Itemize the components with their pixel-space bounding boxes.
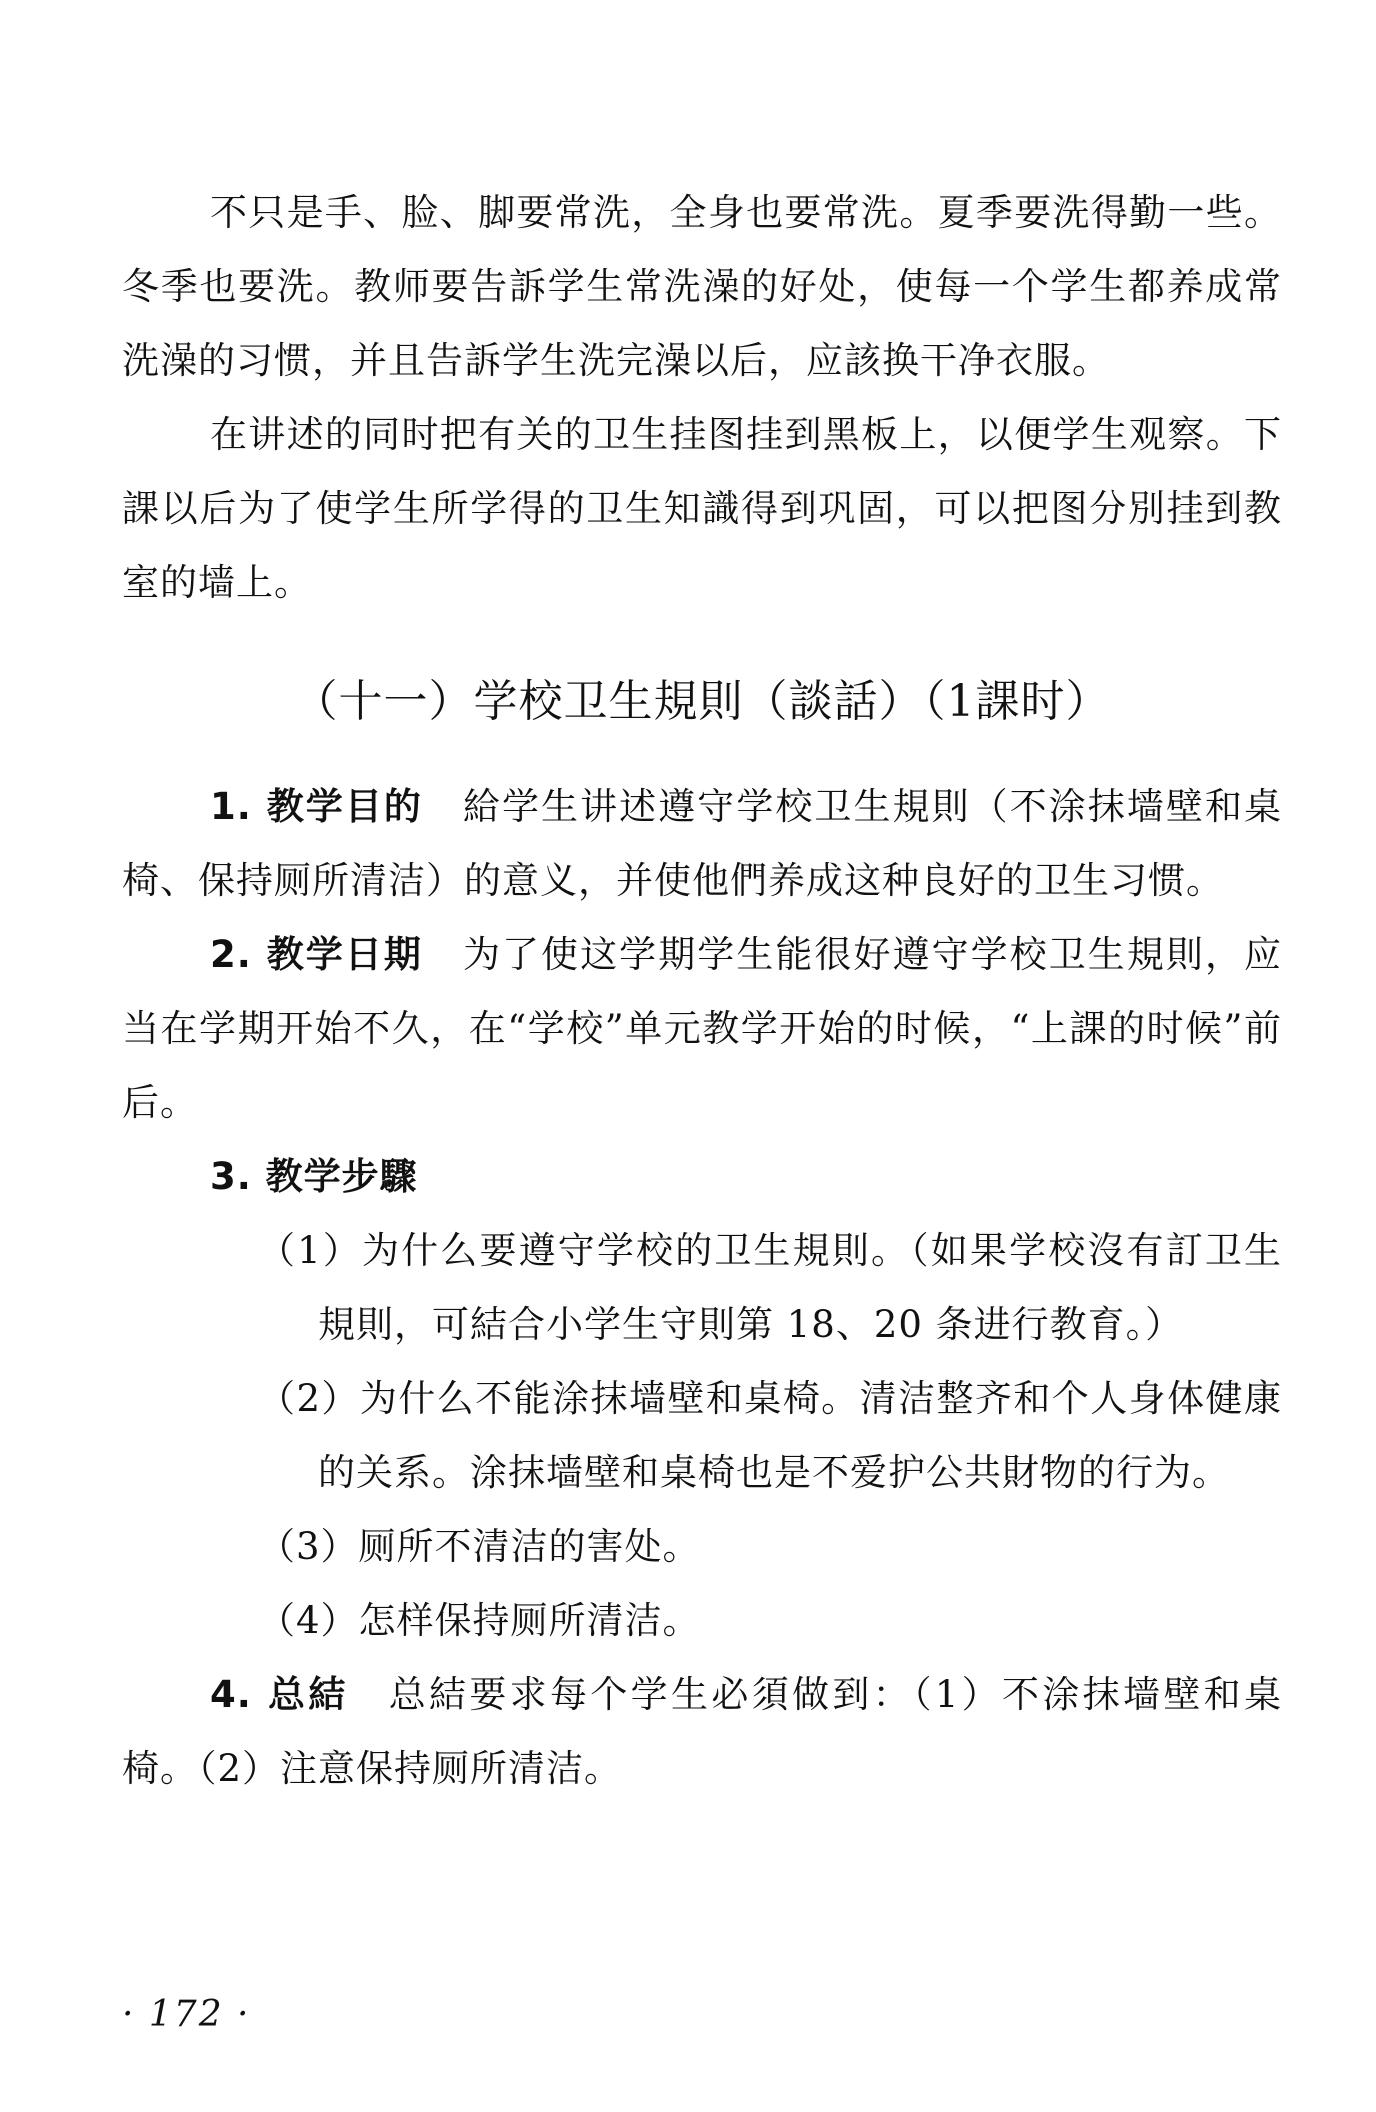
section-date	[122, 918, 1282, 1140]
section-text-purpose: 給学生讲述遵守学校卫生規則（不涂抹墙壁和桌椅、保持厕所清洁）的意义，并使他們养成这种良好的卫生习惯。	[122, 785, 1283, 902]
intro-block	[122, 176, 1282, 620]
page-number: · 172 ·	[122, 1994, 251, 2035]
lesson-body	[122, 770, 1282, 1806]
section-label-purpose: 1. 教学目的	[210, 785, 423, 828]
section-summary	[122, 1658, 1282, 1806]
section-steps	[122, 1140, 1282, 1214]
section-label-steps: 3. 教学步驟	[210, 1155, 418, 1198]
step-item-2: （2）为什么不能涂抹墙壁和桌椅。清洁整齐和个人身体健康的关系。涂抹墙壁和桌椅也是不爱护公共財物的行为。	[258, 1377, 1282, 1494]
section-purpose	[122, 770, 1282, 918]
step-item-1: （1）为什么要遵守学校的卫生規則。（如果学校沒有訂卫生規則，可結合小学生守則第 18、20 条进行教育。）	[258, 1229, 1282, 1346]
section-text-summary: 总結要求每个学生必須做到：（1）不涂抹墙壁和桌椅。（2）注意保持厕所清洁。	[122, 1673, 1283, 1790]
section-label-summary: 4. 总結	[210, 1673, 349, 1716]
step-item-3: （3）厕所不清洁的害处。	[258, 1525, 701, 1568]
section-label-date: 2. 教学日期	[210, 933, 423, 976]
section-text-date: 为了使这学期学生能很好遵守学校卫生規則，应当在学期开始不久，在“学校”单元教学开始的时候，“上課的时候”前后。	[122, 933, 1283, 1124]
section-heading: （十一）学校卫生規則（談話）（1課时）	[293, 676, 1111, 727]
step-item-4: （4）怎样保持厕所清洁。	[258, 1599, 701, 1642]
intro-paragraph-2: 在讲述的同时把有关的卫生挂图挂到黑板上，以便学生观察。下課以后为了使学生所学得的卫生知識得到巩固，可以把图分別挂到教室的墙上。	[122, 413, 1282, 604]
intro-paragraph-1: 不只是手、脸、脚要常洗，全身也要常洗。夏季要洗得勤一些。冬季也要洗。教师要告訴学生常洗澡的好处，使每一个学生都养成常洗澡的习惯，并且告訴学生洗完澡以后，应該换干净衣服。	[122, 191, 1282, 382]
